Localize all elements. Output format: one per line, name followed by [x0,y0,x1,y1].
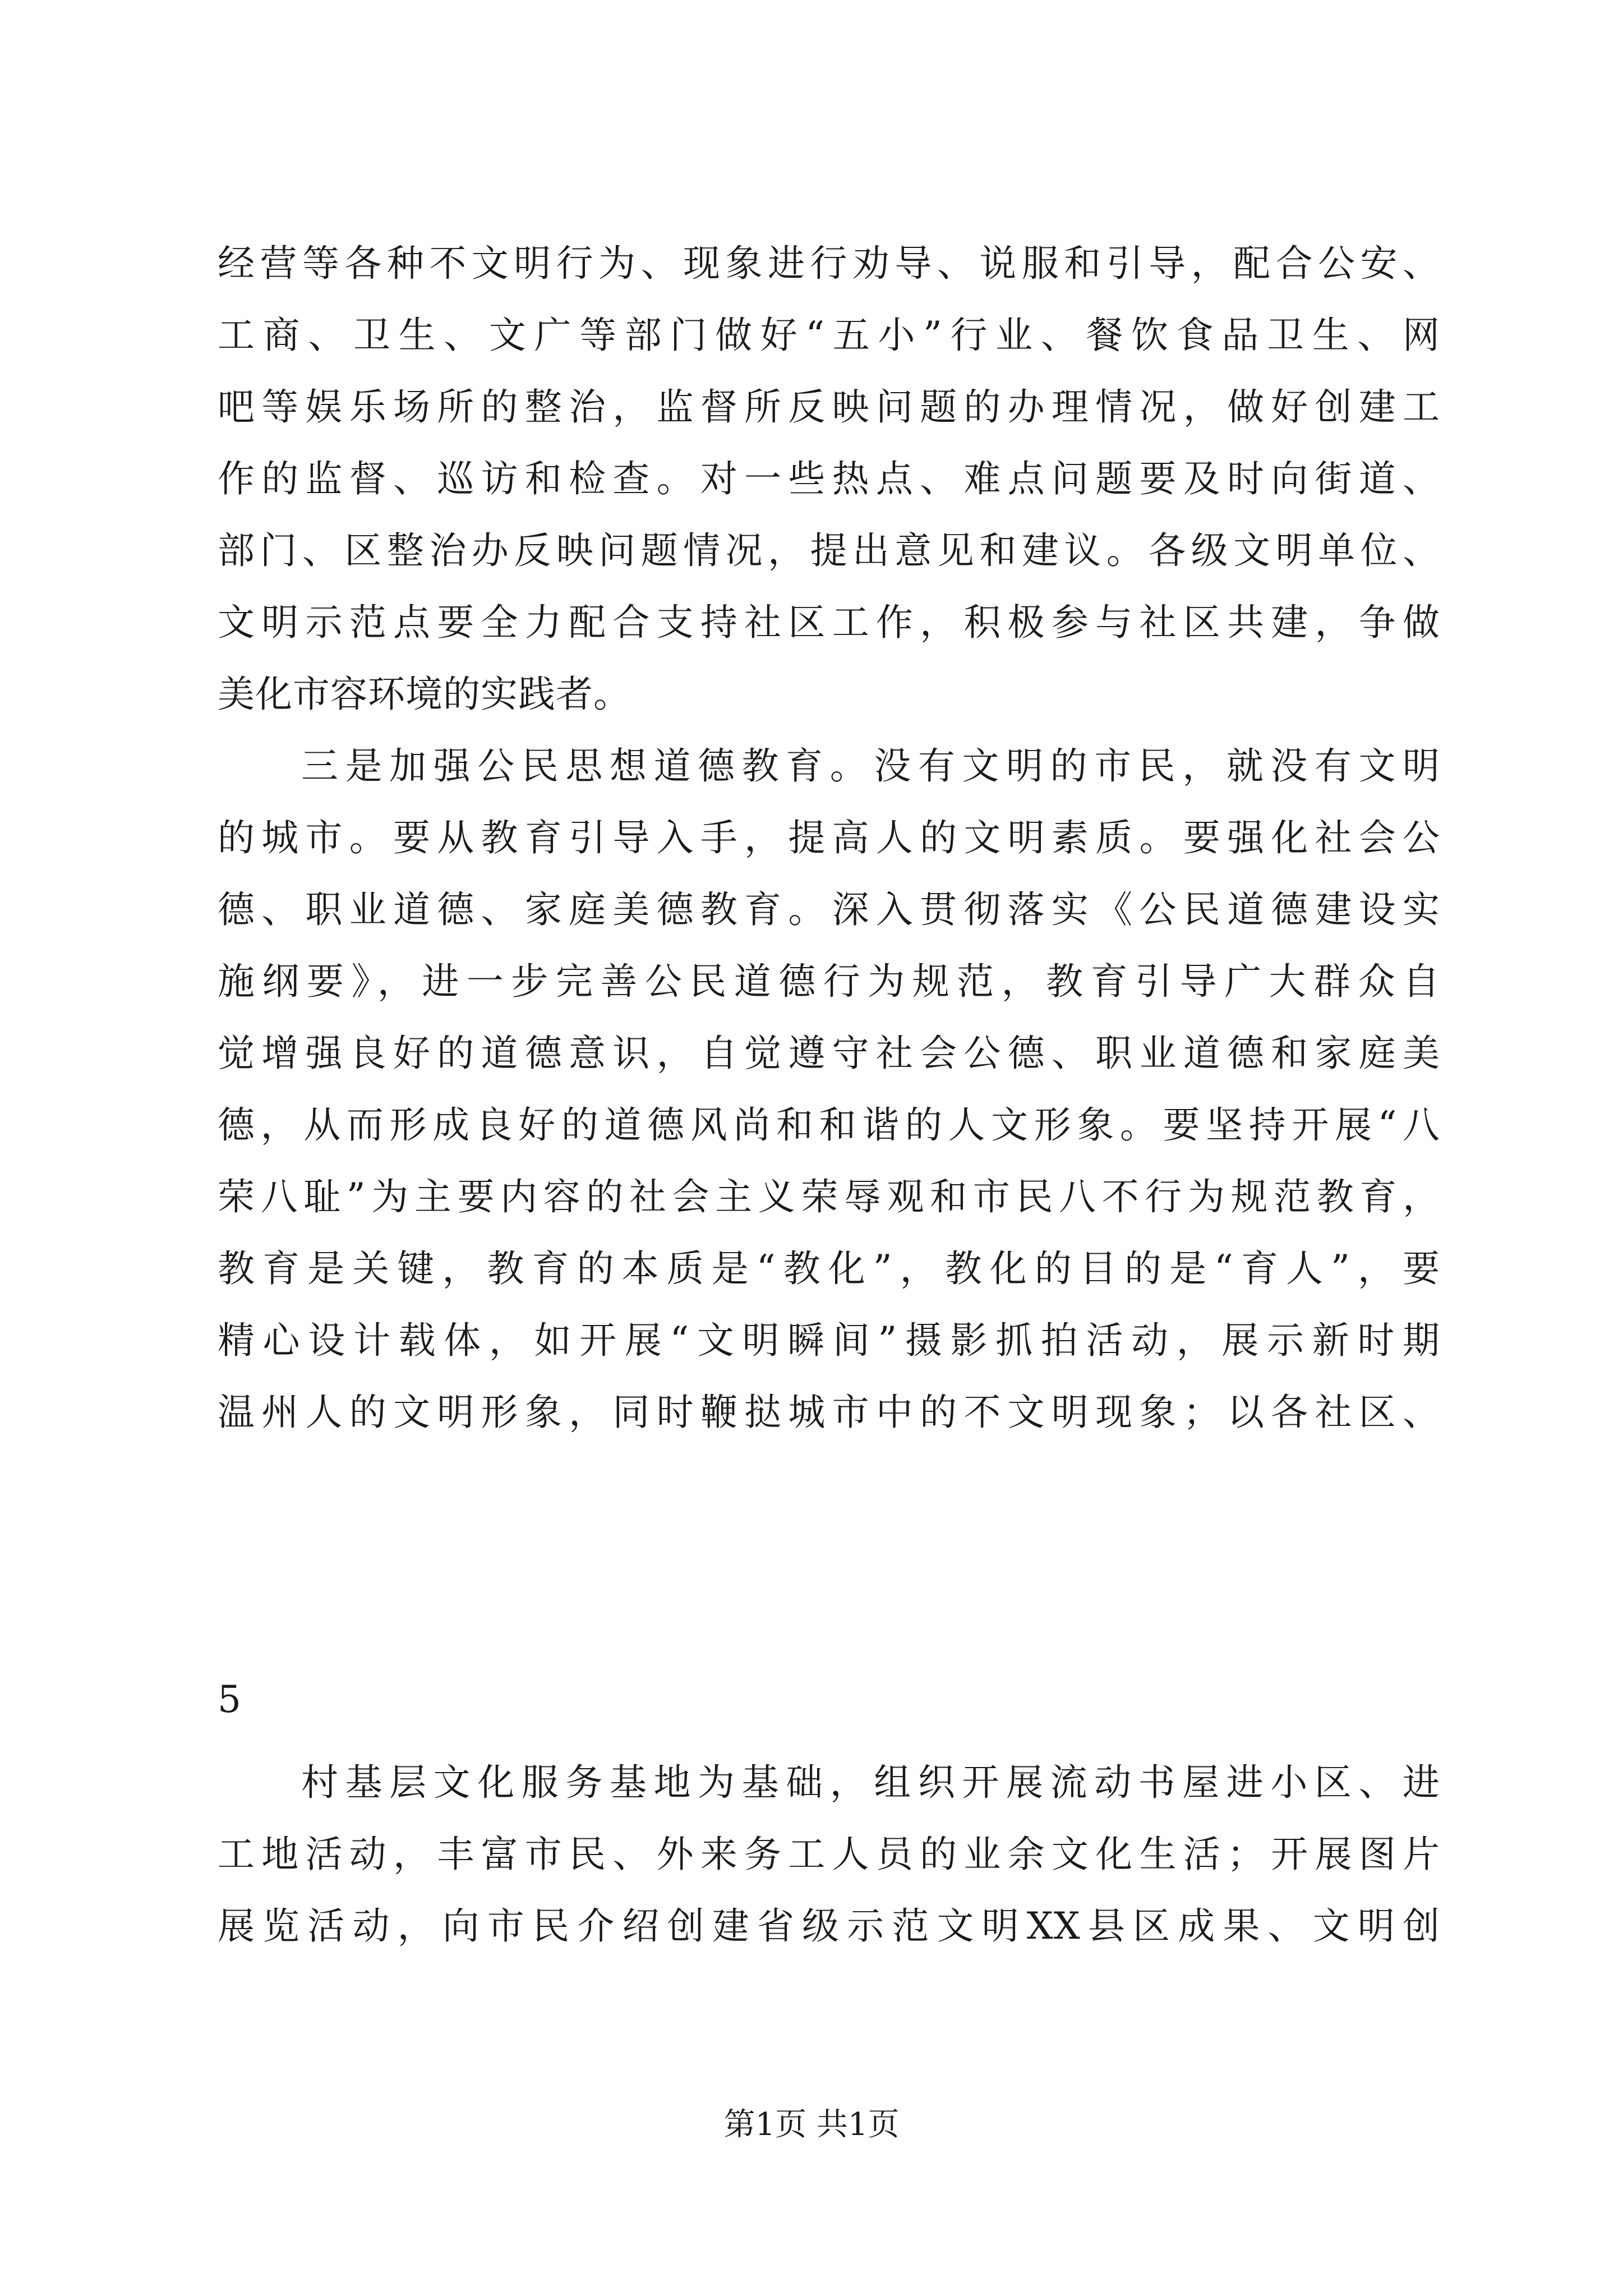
body-text-line: 经营等各种不文明行为、现象进行劝导、说服和引导，配合公安、 [218,242,1440,285]
body-text-line: 精心设计载体，如开展“文明瞬间”摄影抓拍活动，展示新时期 [218,1319,1440,1362]
page-number: 5 [218,1678,241,1721]
body-text-line: 工商、卫生、文广等部门做好“五小”行业、餐饮食品卫生、网 [218,314,1440,357]
body-text-line: 美化市容环境的实践者。 [218,673,631,716]
body-text-line: 觉增强良好的道德意识，自觉遵守社会公德、职业道德和家庭美 [218,1032,1440,1075]
paragraph-first-line: 三是加强公民思想道德教育。没有文明的市民，就没有文明 [301,744,1440,788]
body-text-line: 德，从而形成良好的道德风尚和和谐的人文形象。要坚持开展“八 [218,1103,1440,1147]
page-footer: 第1页 共1页 [723,2106,900,2143]
body-text-line: 展览活动，向市民介绍创建省级示范文明XX县区成果、文明创 [218,1904,1440,1948]
body-text-line: 德、职业道德、家庭美德教育。深入贯彻落实《公民道德建设实 [218,888,1440,931]
paragraph-first-line: 村基层文化服务基地为基础，组织开展流动书屋进小区、进 [301,1761,1440,1804]
body-text-line: 的城市。要从教育引导入手，提高人的文明素质。要强化社会公 [218,816,1440,859]
body-text-line: 工地活动，丰富市民、外来务工人员的业余文化生活；开展图片 [218,1833,1440,1876]
body-text-line: 文明示范点要全力配合支持社区工作，积极参与社区共建，争做 [218,601,1440,644]
body-text-line: 施纲要》，进一步完善公民道德行为规范，教育引导广大群众自 [218,960,1440,1003]
body-text-line: 荣八耻”为主要内容的社会主义荣辱观和市民八不行为规范教育， [218,1175,1440,1218]
body-text-line: 教育是关键，教育的本质是“教化”，教化的目的是“育人”，要 [218,1247,1440,1290]
body-text-line: 吧等娱乐场所的整治，监督所反映问题的办理情况，做好创建工 [218,385,1440,429]
body-text-line: 部门、区整治办反映问题情况，提出意见和建议。各级文明单位、 [218,529,1440,572]
body-text-line: 作的监督、巡访和检查。对一些热点、难点问题要及时向街道、 [218,457,1440,500]
body-text-line: 温州人的文明形象，同时鞭挞城市中的不文明现象；以各社区、 [218,1391,1440,1434]
